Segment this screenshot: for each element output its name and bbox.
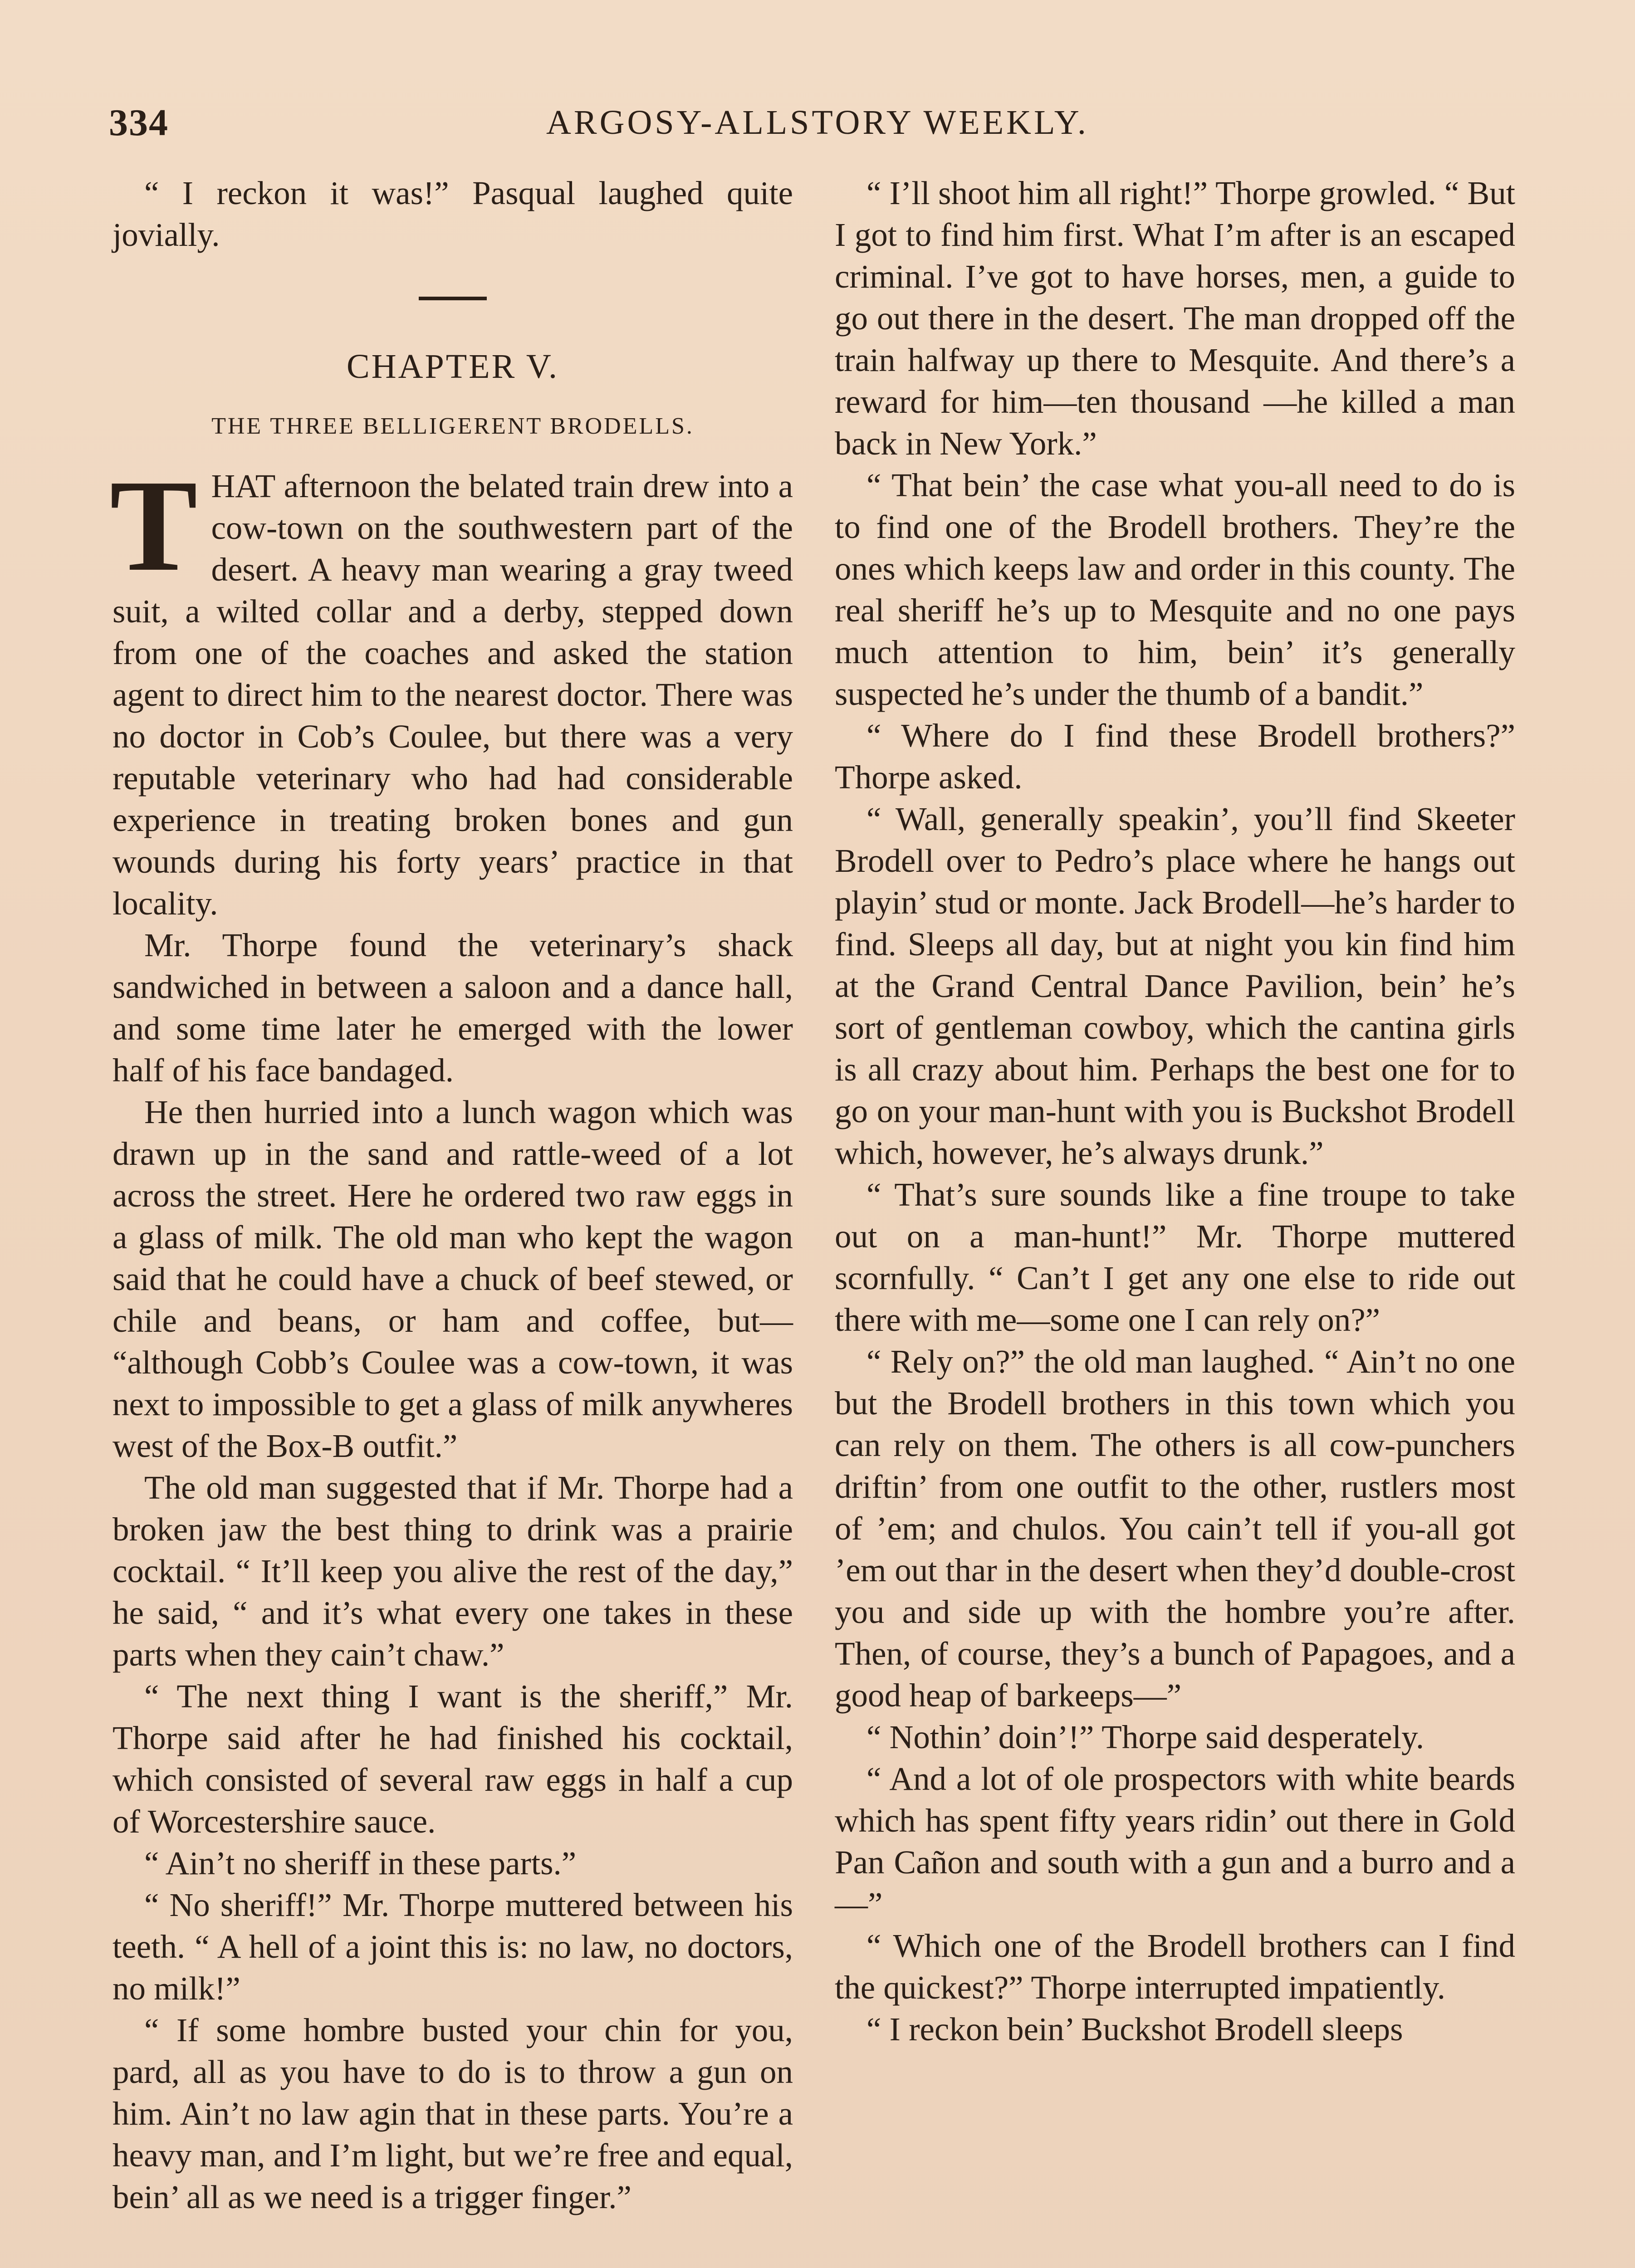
paragraph: “ That bein’ the case what you-all need to do is to find one of the Brodell brothers. They’re the ones which keeps law and order in this county. The real sheriff he’s up to Mesquite and no one pays much attention to him, bein’ it’s generally suspected he’s under the thumb of a bandit.”: [835, 467, 1515, 712]
paragraph: “ I’ll shoot him all right!” Thorpe growled. “ But I got to find him first. What I’m after is an escaped criminal. I’ve got to have horses, men, a guide to go out there in the desert. The man dropped off the train halfway up there to Mesquite. And there’s a reward for him—ten thousand —he killed a man back in New York.”: [835, 175, 1515, 462]
paragraph: “ I reckon bein’ Buckshot Brodell sleeps: [866, 2011, 1403, 2048]
paragraph: He then hurried into a lunch wagon which was drawn up in the sand and rattle-weed of a lot across the street. Here he ordered two raw eggs in a glass of milk. The old man who kept the wagon said that he could have a chuck of beef stewed, or chile and beans, or ham and coffee, but— “although Cobb’s Coulee was a cow-town, it was next to impossible to get a glass of milk anywheres west of the Box-B outfit.”: [113, 1094, 793, 1464]
paragraph: “ No sheriff!” Mr. Thorpe muttered between his teeth. “ A hell of a joint this is: no law, no doctors, no milk!”: [113, 1887, 793, 2007]
right-column: [835, 172, 1515, 2268]
paragraph: “ Which one of the Brodell brothers can I find the quickest?” Thorpe interrupted impatiently.: [835, 1927, 1515, 2006]
paragraph: Mr. Thorpe found the veterinary’s shack sandwiched in between a saloon and a dance hall, and some time later he emerged with the lower half of his face bandaged.: [113, 927, 793, 1089]
paragraph: “ If some hombre busted your chin for you, pard, all as you have to do is to throw a gun on him. Ain’t no law agin that in these parts. You’re a heavy man, and I’m light, but we’re free and equal, bein’ all as we need is a trigger finger.”: [113, 2012, 793, 2215]
left-column: [110, 172, 793, 2268]
chapter-subtitle: THE THREE BELLIGERENT BRODELLS.: [211, 413, 694, 439]
drop-cap: T: [110, 453, 198, 598]
opening-paragraph: “ I reckon it was!” Pasqual laughed quite jovially.: [113, 175, 793, 253]
first-paragraph-text: HAT afternoon the belated train drew into a cow-town on the southwestern part of the desert. A heavy man wearing a gray tweed suit, a wilted collar and a derby, stepped down from one of the coaches and asked the station agent to direct him to the nearest doctor. There was no doctor in Cob’s Coulee, but there was a very reputable veterinary who had had considerable experience in treating broken bones and gun wounds during his forty years’ practice in that locality.: [113, 468, 793, 922]
paragraph: “ Nothin’ doin’!” Thorpe said desperately.: [866, 1719, 1425, 1755]
paragraph: “ Rely on?” the old man laughed. “ Ain’t no one but the Brodell brothers in this town which you can rely on them. The others is all cow-punchers driftin’ from one outfit to the other, rustlers most of ’em; and chulos. You cain’t tell if you-all got ’em out thar in the desert when they’d double-crost you and side up with the hombre you’re after. Then, of course, they’s a bunch of Papagoes, and a good heap of barkeeps—”: [835, 1343, 1515, 1714]
paragraph: “ Where do I find these Brodell brothers?” Thorpe asked.: [835, 717, 1515, 796]
paragraph: “ Ain’t no sheriff in these parts.”: [144, 1845, 577, 1882]
paragraph: “ The next thing I want is the sheriff,” Mr. Thorpe said after he had finished his cocktail, which consisted of several raw eggs in half a cup of Worcestershire sauce.: [113, 1678, 793, 1840]
first-paragraph: [110, 453, 793, 924]
section-divider: [419, 297, 487, 300]
page-number: 334: [109, 101, 169, 144]
paragraph: “ And a lot of ole prospectors with white beards which has spent fifty years ridin’ out there in Gold Pan Cañon and south with a gun and a burro and a—”: [835, 1760, 1515, 1922]
paragraph: “ That’s sure sounds like a fine troupe to take out on a man-hunt!” Mr. Thorpe muttered scornfully. “ Can’t I get any one else to ride out there with me—some one I can rely on?”: [835, 1176, 1515, 1338]
page-header: [109, 93, 1526, 152]
chapter-title: CHAPTER V.: [347, 347, 559, 386]
paragraph: “ Wall, generally speakin’, you’ll find Skeeter Brodell over to Pedro’s place where he hangs out playin’ stud or monte. Jack Brodell—he’s harder to find. Sleeps all day, but at night you kin find him at the Grand Central Dance Pavilion, bein’ he’s sort of gentleman cowboy, which the cantina girls is all crazy about him. Perhaps the best one for to go on your man-hunt with you is Buckshot Brodell which, however, he’s always drunk.”: [835, 801, 1515, 1171]
paragraph: The old man suggested that if Mr. Thorpe had a broken jaw the best thing to drink was a prairie cocktail. “ It’ll keep you alive the rest of the day,” he said, “ and it’s what every one takes in these parts when they cain’t chaw.”: [113, 1469, 793, 1673]
running-head: ARGOSY-ALLSTORY WEEKLY.: [546, 103, 1089, 142]
